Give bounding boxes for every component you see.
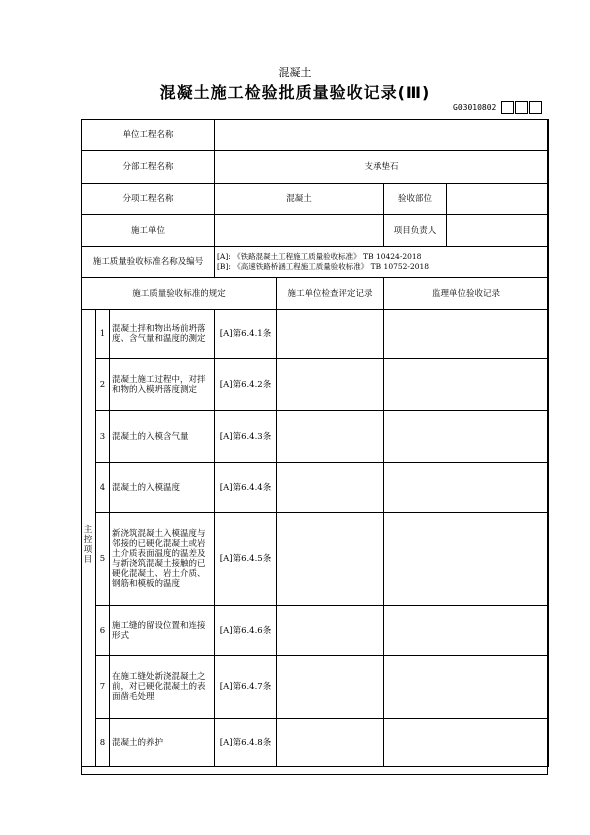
- sub-project-label: 分部工程名称: [82, 151, 215, 184]
- standard-b: [B]: 《高速铁路桥涵工程施工质量验收标准》 TB 10752-2018: [217, 262, 430, 271]
- item-number: 3: [96, 411, 110, 463]
- form-category: 混凝土: [278, 66, 312, 79]
- code-box[interactable]: [529, 101, 542, 114]
- item-clause: [A]第6.4.6条: [215, 606, 277, 656]
- item-clause: [A]第6.4.4条: [215, 463, 277, 513]
- unit-project-label: 单位工程名称: [82, 120, 215, 151]
- item-description: 混凝土施工过程中，对拌和物的入模坍落度测定: [110, 359, 215, 411]
- form-border: [81, 119, 548, 775]
- item-clause: [A]第6.4.7条: [215, 656, 277, 719]
- item-description: 混凝土拌和物出场前坍落度、含气量和温度的测定: [110, 310, 215, 359]
- standard-label: 施工质量验收标准名称及编号: [82, 247, 215, 278]
- form-code: G03010802: [453, 103, 497, 112]
- construction-unit-label: 施工单位: [82, 215, 215, 247]
- item-number: 4: [96, 463, 110, 513]
- item-clause: [A]第6.4.5条: [215, 513, 277, 606]
- item-description: 施工缝的留设位置和连接形式: [110, 606, 215, 656]
- item-number: 6: [96, 606, 110, 656]
- item-clause: [A]第6.4.8条: [215, 719, 277, 767]
- item-number: 7: [96, 656, 110, 719]
- item-number: 8: [96, 719, 110, 767]
- item-description: 在施工缝处新浇混凝土之前，对已硬化混凝土的表面凿毛处理: [110, 656, 215, 719]
- form-title: 混凝土施工检验批质量验收记录(Ⅲ): [159, 83, 431, 102]
- spec-column-header: 施工质量验收标准的规定: [82, 278, 277, 310]
- item-number: 1: [96, 310, 110, 359]
- item-clause: [A]第6.4.1条: [215, 310, 277, 359]
- item-clause: [A]第6.4.3条: [215, 411, 277, 463]
- standard-a: [A]: 《铁路混凝土工程施工质量验收标准》 TB 10424-2018: [217, 252, 422, 261]
- supervisor-column-header: 监理单位验收记录: [384, 278, 549, 310]
- item-clause: [A]第6.4.2条: [215, 359, 277, 411]
- sub-project-value[interactable]: 支承垫石: [215, 151, 549, 184]
- code-box[interactable]: [515, 101, 528, 114]
- item-description: 新浇筑混凝土入模温度与邻接的已硬化混凝土或岩土介质表面温度的温差及与新浇筑混凝土接触的已硬化混凝土、岩土介质、钢筋和模板的温度: [110, 513, 215, 606]
- item-description: 混凝土的入模温度: [110, 463, 215, 513]
- project-leader-label: 项目负责人: [384, 215, 447, 247]
- item-project-label: 分项工程名称: [82, 184, 215, 215]
- inspection-part-label: 验收部位: [384, 184, 447, 215]
- item-description: 混凝土的养护: [110, 719, 215, 767]
- code-box[interactable]: [501, 101, 514, 114]
- item-number: 2: [96, 359, 110, 411]
- item-description: 混凝土的入模含气量: [110, 411, 215, 463]
- contractor-column-header: 施工单位检查评定记录: [277, 278, 384, 310]
- item-project-value[interactable]: 混凝土: [215, 184, 384, 215]
- group-label-text: 主控项目: [83, 525, 93, 565]
- code-boxes: [501, 101, 542, 114]
- item-number: 5: [96, 513, 110, 606]
